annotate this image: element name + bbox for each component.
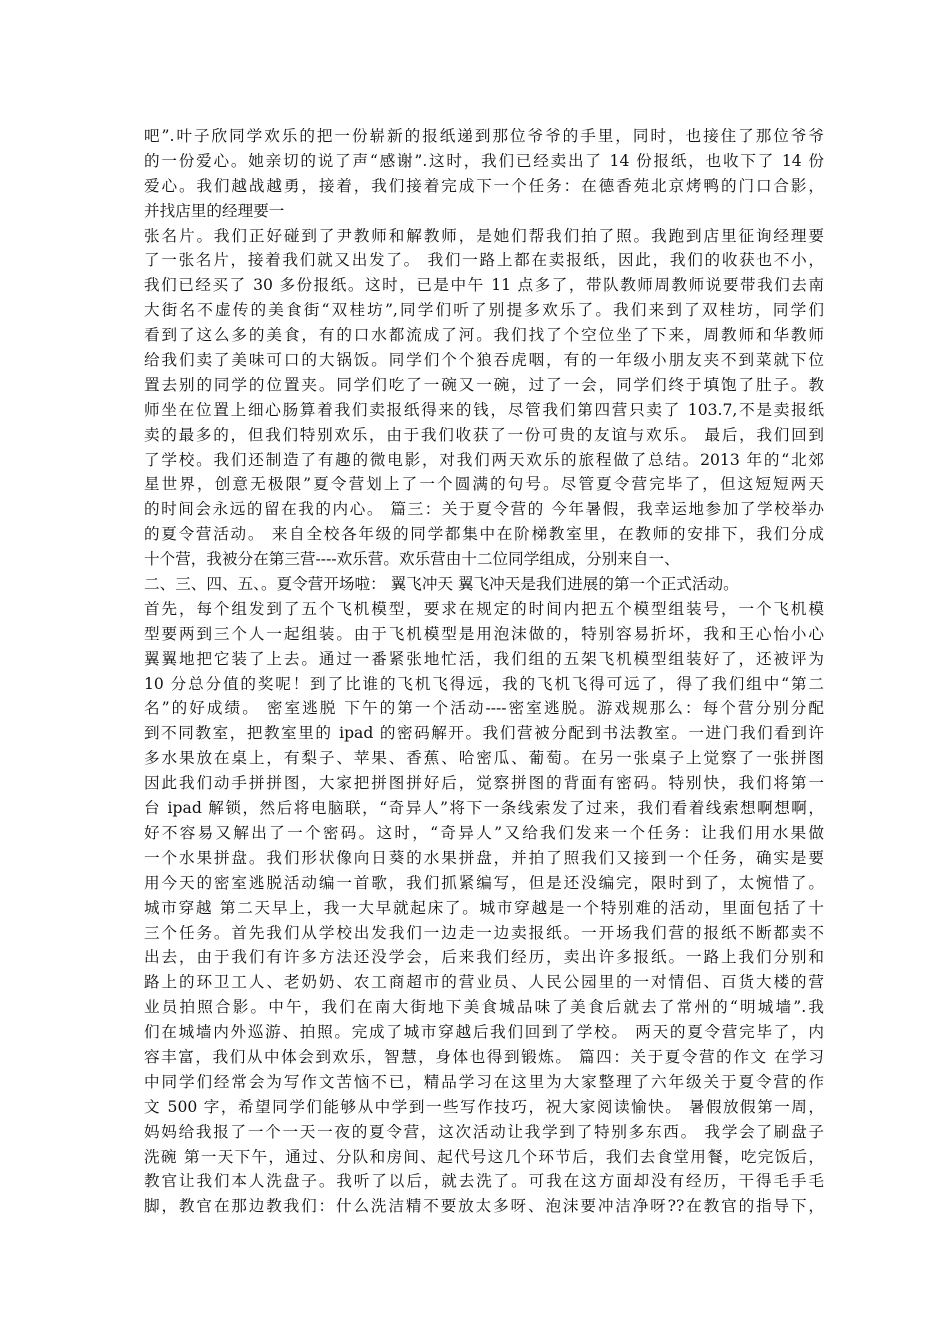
text-line: 我们已经买了 30 多份报纸。这时，已是中午 11 点多了，带队教师周教师说要带我们去南	[144, 276, 824, 295]
text-line: 好不容易又解出了一个密码。这时，“奇异人”又给我们发来一个任务：让我们用水果做	[144, 823, 824, 842]
text-line: 出去，由于我们有许多方法还没学会，后来我们经历，卖出许多报纸。一路上我们分别和	[144, 948, 824, 967]
text-line: 们在城墙内外巡游、拍照。完成了城市穿越后我们回到了学校。 两天的夏令营完毕了，内	[144, 1023, 824, 1042]
text-line: 用今天的密室逃脱活动编一首歌，我们抓紧编写，但是还没编完，限时到了，太惋惜了。	[144, 873, 824, 892]
text-line: 教官让我们本人洗盘子。我听了以后，就去洗了。可我在这方面却没有经历，干得毛手毛	[144, 1172, 824, 1191]
text-line: 台 ipad 解锁，然后将电脑联，“奇异人”将下一条线索发了过来，我们看着线索想啊想啊，	[144, 799, 824, 818]
document-body-text	[144, 124, 824, 1219]
text-line: 业员拍照合影。中午，我们在南大街地下美食城品味了美食后就去了常州的“明城墙”.我	[144, 998, 824, 1017]
text-line: 二、三、四、五、。夏令营开场啦： 翼飞冲天 翼飞冲天是我们进展的第一个正式活动。	[144, 575, 739, 594]
text-line: 了学校。我们还制造了有趣的微电影，对我们两天欢乐的旅程做了总结。2013 年的“北郊	[144, 450, 824, 469]
text-line: 多水果放在桌上，有梨子、苹果、香蕉、哈密瓜、葡萄。在另一张桌子上觉察了一张拼图	[144, 749, 824, 768]
text-line: 的时间会永远的留在我的内心。 篇三：关于夏令营的 今年暑假，我幸运地参加了学校举办	[144, 500, 824, 519]
text-line: 的一份爱心。她亲切的说了声“感谢”.这时，我们已经卖出了 14 份报纸，也收下了 14 份	[144, 151, 824, 170]
text-line: 名”的好成绩。 密室逃脱 下午的第一个活动----密室逃脱。游戏规那么：每个营分别分配	[144, 699, 824, 718]
text-line: 10 分总分值的奖呢！到了比谁的飞机飞得远，我的飞机飞得可远了，得了我们组中“第二	[144, 674, 824, 693]
text-line: 城市穿越 第二天早上，我一大早就起床了。城市穿越是一个特别难的活动，里面包括了十	[144, 898, 824, 917]
text-line: 卖的最多的，但我们特别欢乐，由于我们收获了一份可贵的友谊与欢乐。 最后，我们回到	[144, 425, 824, 444]
text-line: 置去别的同学的位置夹。同学们吃了一碗又一碗，过了一会，同学们终于填饱了肚子。教	[144, 375, 824, 394]
text-line: 一个水果拼盘。我们形状像向日葵的水果拼盘，并拍了照我们又接到一个任务，确实是要	[144, 848, 824, 867]
text-line: 首先，每个组发到了五个飞机模型，要求在规定的时间内把五个模型组装号，一个飞机模	[144, 599, 824, 618]
text-line: 洗碗 第一天下午，通过、分队和房间、起代号这几个环节后，我们去食堂用餐，吃完饭后，	[144, 1147, 824, 1166]
text-line: 看到了这么多的美食，有的口水都流成了河。我们找了个空位坐了下来，周教师和华教师	[144, 326, 824, 345]
text-line: 三个任务。首先我们从学校出发我们一边走一边卖报纸。一开场我们营的报纸不断都卖不	[144, 923, 824, 942]
text-line: 并找店里的经理要一	[144, 201, 285, 220]
text-line: 大街名不虚传的美食街“双桂坊”,同学们听了别提多欢乐了。我们来到了双桂坊，同学们	[144, 301, 824, 320]
text-line: 的夏令营活动。 来自全校各年级的同学都集中在阶梯教室里，在教师的安排下，我们分成	[144, 525, 824, 544]
text-line: 到不同教室，把教室里的 ipad 的密码解开。我们营被分配到书法教室。一进门我们看到许	[144, 724, 824, 743]
text-line: 文 500 字，希望同学们能够从中学到一些写作技巧，祝大家阅读愉快。 暑假放假第一周，	[144, 1097, 824, 1116]
text-line: 中同学们经常会为写作文苦恼不已，精品学习在这里为大家整理了六年级关于夏令营的作	[144, 1072, 824, 1091]
text-line: 路上的环卫工人、老奶奶、农工商超市的营业员、人民公园里的一对情侣、百货大楼的营	[144, 973, 824, 992]
text-line: 翼翼地把它装了上去。通过一番紧张地忙活，我们组的五架飞机模型组装好了，还被评为	[144, 649, 824, 668]
text-line: 星世界，创意无极限”夏令营划上了一个圆满的句号。尽管夏令营完毕了，但这短短两天	[144, 475, 824, 494]
text-line: 因此我们动手拼拼图，大家把拼图拼好后，觉察拼图的背面有密码。特别快，我们将第一	[144, 774, 824, 793]
text-line: 容丰富，我们从中体会到欢乐，智慧，身体也得到锻炼。 篇四：关于夏令营的作文 在学习	[144, 1047, 824, 1066]
text-line: 给我们卖了美味可口的大锅饭。同学们个个狼吞虎咽，有的一年级小朋友夹不到菜就下位	[144, 351, 824, 370]
text-line: 吧”.叶子欣同学欢乐的把一份崭新的报纸递到那位爷爷的手里，同时，也接住了那位爷爷	[144, 127, 824, 145]
text-line: 了一张名片，接着我们就又出发了。 我们一路上都在卖报纸，因此，我们的收获也不小，	[144, 251, 824, 270]
text-line: 型要两到三个人一起组装。由于飞机模型是用泡沫做的，特别容易折坏，我和王心怡小心	[144, 624, 824, 643]
text-line: 妈妈给我报了一个一天一夜的夏令营，这次活动让我学到了特别多东西。 我学会了刷盘子	[144, 1122, 824, 1141]
text-line: 师坐在位置上细心肠算着我们卖报纸得来的钱，尽管我们第四营只卖了 103.7,不是卖报纸	[144, 400, 824, 419]
text-line: 张名片。我们正好碰到了尹教师和解教师，是她们帮我们拍了照。我跑到店里征询经理要	[144, 226, 824, 245]
text-line: 爱心。我们越战越勇，接着，我们接着完成下一个任务：在德香苑北京烤鸭的门口合影，	[144, 176, 824, 195]
text-line: 脚，教官在那边教我们：什么洗洁精不要放太多呀、泡沫要冲洁净呀??在教官的指导下，	[144, 1197, 824, 1216]
text-line: 十个营，我被分在第三营----欢乐营。欢乐营由十二位同学组成，分别来自一、	[144, 550, 680, 569]
